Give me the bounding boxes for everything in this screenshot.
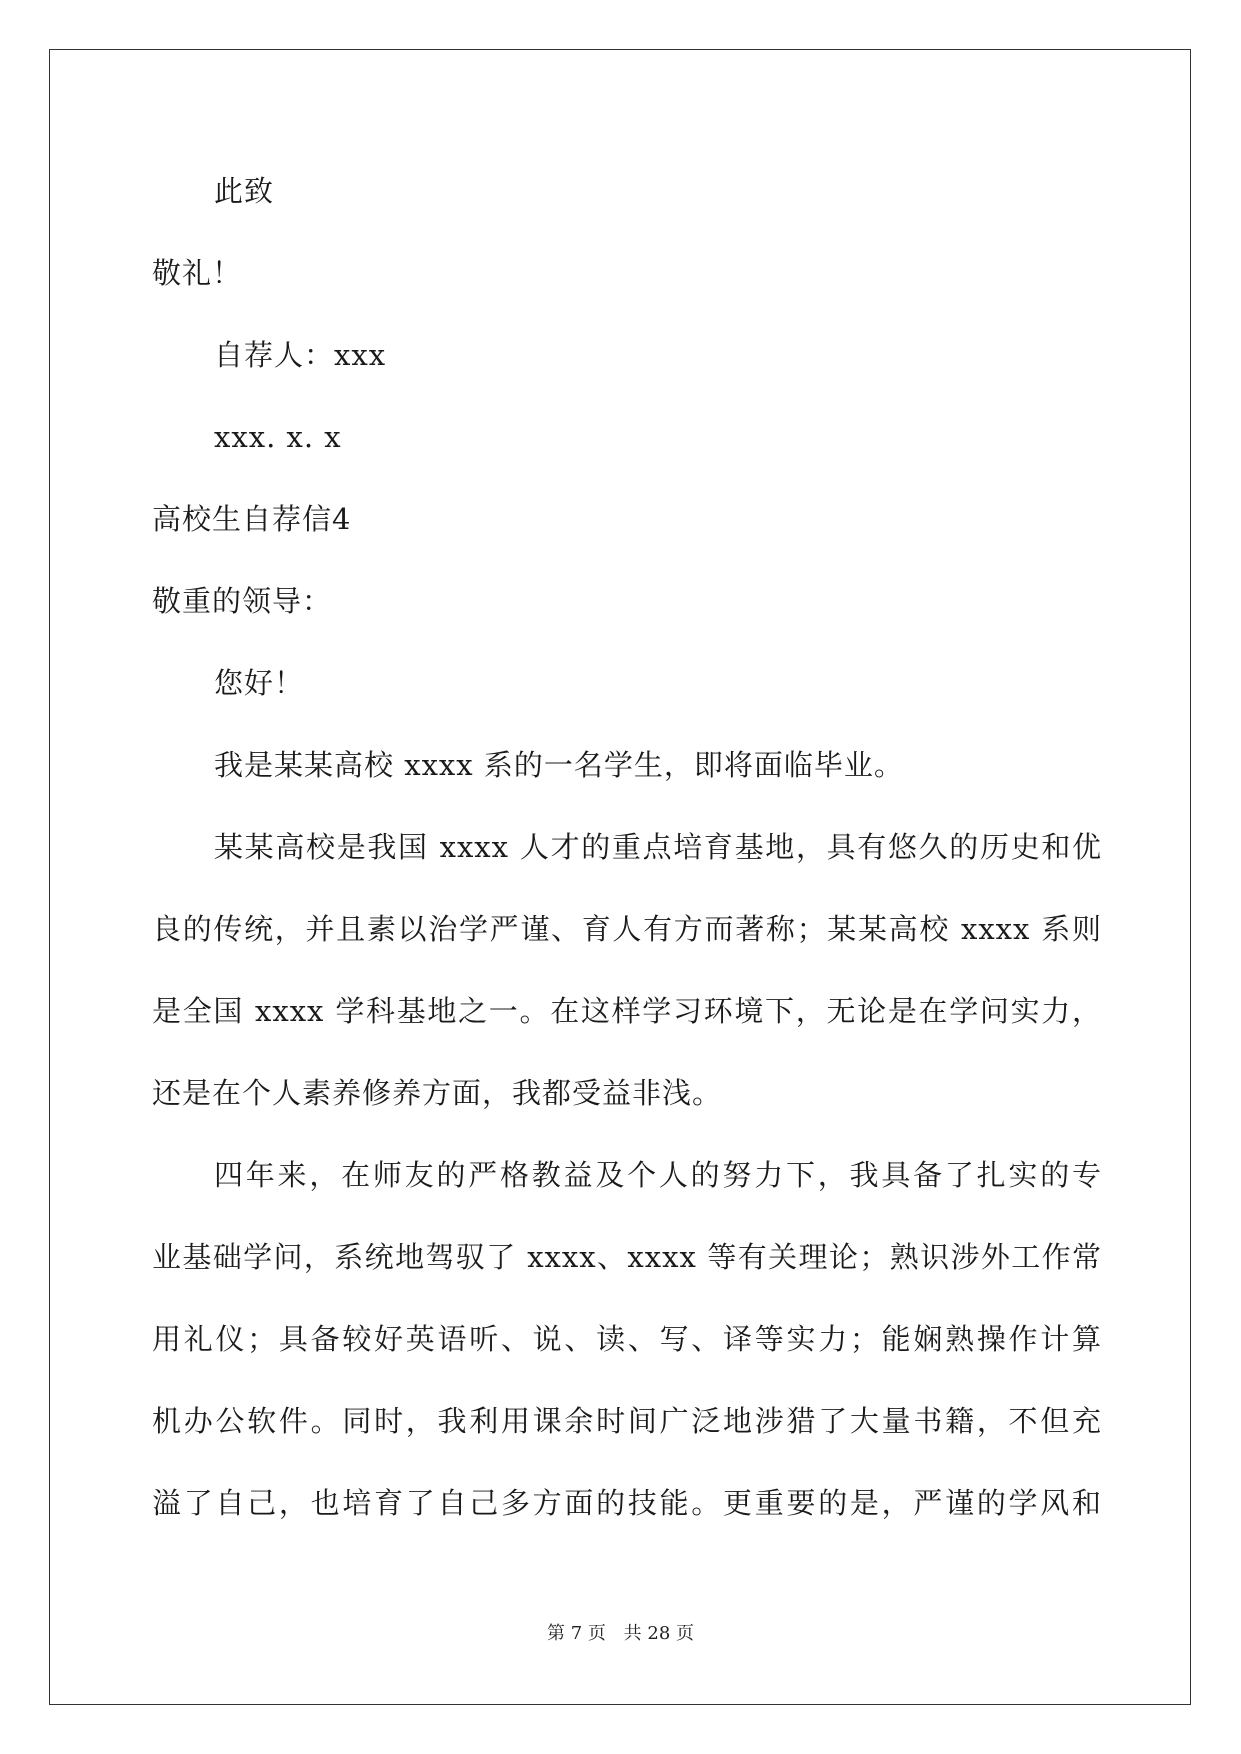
paragraph-line: 业基础学问，系统地驾驭了 xxxx、xxxx 等有关理论；熟识涉外工作常	[152, 1240, 1102, 1274]
page-total: 共 28 页	[623, 1623, 694, 1644]
section-heading: 高校生自荐信4	[152, 502, 352, 536]
closing-salutation: 此致	[214, 174, 275, 208]
paragraph-line: 良的传统，并且素以治学严谨、育人有方而著称；某某高校 xxxx 系则	[152, 912, 1102, 946]
letter-greeting: 敬重的领导：	[152, 584, 333, 618]
paragraph-line: 机办公软件。同时，我利用课余时间广泛地涉猎了大量书籍，不但充	[152, 1404, 1102, 1438]
paragraph-line: 还是在个人素养修养方面，我都受益非浅。	[152, 1076, 723, 1110]
page-footer	[0, 1622, 1241, 1646]
paragraph-line: 用礼仪；具备较好英语听、说、读、写、译等实力；能娴熟操作计算	[152, 1322, 1102, 1356]
closing-regards: 敬礼！	[152, 256, 243, 290]
paragraph-line: 我是某某高校 xxxx 系的一名学生，即将面临毕业。	[214, 748, 904, 782]
page-border	[49, 49, 1191, 1705]
signer-name: 自荐人：xxx	[214, 338, 387, 372]
paragraph-line: 四年来，在师友的严格教益及个人的努力下，我具备了扎实的专	[214, 1158, 1102, 1192]
page-number: 第 7 页	[547, 1623, 606, 1644]
paragraph-line: 是全国 xxxx 学科基地之一。在这样学习环境下，无论是在学问实力，	[152, 994, 1102, 1028]
paragraph-line: 溢了自己，也培育了自己多方面的技能。更重要的是，严谨的学风和	[152, 1486, 1102, 1520]
letter-hello: 您好！	[214, 666, 305, 700]
paragraph-line: 某某高校是我国 xxxx 人才的重点培育基地，具有悠久的历史和优	[214, 830, 1102, 864]
signing-date: xxx. x. x	[214, 420, 342, 454]
